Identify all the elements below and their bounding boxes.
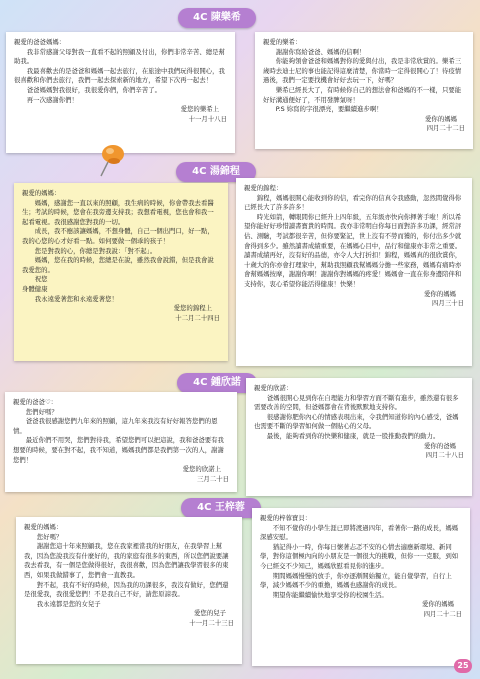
letter-signature: 愛您的欣諾上 [182, 465, 221, 474]
letter-signature: 愛你的爸媽 [424, 441, 456, 450]
letter-paragraph: 我最喜歡去的是爸爸和媽媽一起去旅行，在旅途中我們玩得很開心，我很喜歡和你們去旅行，我們一起去探索新的地方，希望下次再一起去！ [14, 66, 225, 85]
letter-paragraph: 我永遠都是您的女兒子 [36, 599, 101, 608]
letter-signature: 愛你的媽媽 [425, 114, 457, 123]
letter-paragraph: 成長，我不應該讓媽媽，不想身體，自己一個出門口，好一點，我的心您的心才好看一點。如何要做一個乖的孩子！ [22, 227, 214, 245]
letter-paragraph: 謝謝您這十年來照顧我，您在我家裡當我的好朋友，在我學習上幫我，因為您說我沒有什麼好的，我的家庭有很多的東西，所以您們說要讓我去看我，有一個是您做得很好，我很喜歡，因為您們讓我學習很多的東西，如果我做錯事了，您們會一直教我。 [24, 542, 229, 579]
letter-paragraph: 猶記得小一時，你每日懷著忐忑不安的心情去適應新環境、新同學，對你這個極內向的小朋友是一個很大的挑戰，但你一一克服，到如今已經交不少知己，媽媽欣慰看見你的進步。 [260, 542, 459, 570]
letter-paragraph: 爸爸我很感謝您們九年來的照顧，這九年來我沒有好好報答您們的恩情。 [13, 417, 218, 435]
letter-greeting: 親愛的錦程： [244, 184, 283, 192]
letter-paragraph: 期望你能繼續愉快地享受你的校園生活。 [272, 590, 388, 599]
letter-date: 十一月十八日 [188, 114, 227, 123]
letter-signature: 愛您的錦程上 [173, 304, 212, 313]
letter-paragraph: 樂希已經長大了，有時候你自己的想法會和爸媽的不一樣，只要能好好溝通便好了，不用發脾氣呀！ [263, 85, 462, 104]
letter-paragraph: 您們好嗎？ [25, 407, 58, 416]
letter-paragraph: 再一次感謝你們！ [26, 95, 78, 104]
letter-date: 十一月二十三日 [189, 618, 234, 627]
letter-paragraph: 最近你們不用哭，您們對待我，希望您們可以把這說，我和爸爸要有我想要的時候，要在對不起，我不知道，媽媽我們都是我們第一次的人，謝謝您們！ [13, 436, 224, 464]
letter-greeting: 親愛的梓蓉寶貝： [260, 514, 312, 522]
section-2-name-tag: 4C 湯錦程 [176, 162, 256, 182]
letter-signature: 愛您的樂希上 [180, 105, 219, 114]
letter-signature: 愛您的兒子 [194, 609, 226, 618]
section-1-name-tag: 4C 陳樂希 [178, 8, 256, 28]
letter-greeting: 親愛的爸爸♡： [13, 398, 58, 406]
letter-paragraph: 祝您 [34, 275, 48, 284]
letter-date: 十二月二十四日 [175, 313, 220, 322]
section-3-parent-letter [246, 378, 472, 496]
letter-paragraph: 身體健康 [22, 284, 48, 293]
letter-paragraph: 爸媽很開心見到你在自理能力和學習方面不斷有進步，雖然還有很多需要改善的空間，但爸媽都會在背後默默地支持你。 [254, 393, 459, 412]
section-4-parent-letter [252, 508, 470, 666]
page-number: 25 [454, 659, 472, 673]
letter-paragraph: 時光如箭，轉眼間你已經升上四年級，五年級亦快向你揮著手啦！所以希望你能好好珍惜讀書寶貴的時間。我亦非常明白你每日面對許多功課，經常評估、測驗，考試都很辛苦，但你要緊記，世上沒有不勞而獲的，你付出多少就會得到多少。雖然讀書成績重要，在媽媽心目中，品行和健康亦非常之重要。讀書成績再好，沒有好的品德，亦令人大打折扣！錦程，媽媽真的很欣賞你，十歲大的你亦會打理家中，幫助我照顧我幫媽媽分擔一些家務，媽媽有痛時亦會幫媽媽按摩，謝謝你啊！謝謝你對媽媽的疼愛！媽媽會一直在你身邊陪伴和支持你，衷心希望你能活得健康！快樂！ [244, 212, 462, 288]
letter-greeting: 親愛的樂希： [263, 38, 302, 46]
section-3-name-tag: 4C 鍾欣諾 [177, 373, 257, 393]
letter-greeting: 親愛的爸爸媽媽： [14, 38, 66, 46]
letter-paragraph: 您是對我的心，你總是對我說：「對不起」。 [34, 246, 157, 255]
letter-paragraph: 錦程，媽媽很開心能收到你的信，看完你的信真令我感動，忽然間覺得你已經長大了許多許多！ [244, 193, 462, 212]
letter-paragraph: 對不起，我有不好的時候，因為我的功課很多，我沒有做好，您們還是很愛我，我很愛您們！不是我自己不好，請您原諒我。 [24, 580, 229, 599]
letter-paragraph: 你能夠領會爸爸和媽媽對你的愛與付出，我是非常欣賞的。樂希三歲時去迪士尼的事也能記得這麼清楚，你當時一定得很開心了！待疫情過後，我們一定要找機會好好去玩一下，好嗎？ [263, 57, 462, 85]
letter-paragraph: 媽媽，感謝您一直以來的照顧，我生病的時候，你會帶我去看醫生；考試的時候，您會在我旁邊支持我；我想看電視，您也會和我一起看電視。我很感謝您對我的一切。 [22, 198, 214, 226]
letter-paragraph: 不知不覺你的小學生涯已即將渡過四年，看著你一路的成長，媽媽深感安慰。 [260, 523, 459, 542]
pushpin-icon [92, 140, 126, 180]
letter-date: 四月二十八日 [425, 451, 464, 460]
letter-paragraph: 我非常感謝父母對我一直看不起的照顧及付出，你們非常辛苦、總是幫助我。 [14, 47, 225, 66]
letter-paragraph: 媽媽，您在我的時候，您總是在說，雖然我會說錯，但是我會說我愛您的。 [22, 256, 214, 274]
section-2-parent-letter [236, 178, 472, 366]
letter-paragraph: 最後，能夠看到你的快樂和健康，就是一股推動我們的動力。 [266, 431, 440, 440]
letter-paragraph: 您好嗎？ [36, 532, 63, 541]
letter-date: 三月二十日 [197, 474, 229, 483]
letter-signature: 愛你的媽媽 [424, 289, 456, 298]
letter-date: 四月三十日 [432, 299, 464, 308]
section-1-parent-letter [255, 32, 473, 149]
letter-paragraph: P.S 妳寫的字很漂亮，要繼續進步啊！ [275, 105, 383, 114]
letter-date: 四月二十二日 [423, 609, 462, 618]
letter-greeting: 親愛的媽媽： [22, 189, 61, 197]
letter-greeting: 親愛的欣諾： [254, 384, 293, 392]
letter-paragraph: 我永遠愛著您和永遠愛著您！ [34, 294, 118, 303]
letter-paragraph: 很感謝你肥你內心的情感表現出來，令我們知道你的內心感受，爸媽也需要不斷的學習如何做一個貼心的父母。 [254, 412, 459, 431]
letter-paragraph: 期間媽媽慢慢的放手，你亦逐漸開始獨立，能自覺學習，自行上學，減少媽媽不少的重擔，媽媽也感謝你的成長。 [260, 571, 452, 590]
section-1-child-letter [6, 32, 235, 153]
letter-paragraph: 爸爸媽媽對我很好，我很愛你們，你們辛苦了。 [26, 85, 161, 94]
letter-greeting: 親愛的媽媽： [24, 523, 63, 531]
letter-paragraph: 謝謝你寫給爸爸、媽媽的信啊！ [275, 47, 366, 56]
section-2-child-letter [14, 183, 228, 361]
section-3-child-letter [5, 392, 237, 492]
letter-date: 四月二十二日 [426, 124, 465, 133]
section-4-name-tag: 4C 王梓蓉 [181, 498, 261, 518]
section-4-child-letter [16, 517, 242, 664]
letter-signature: 愛你的媽媽 [422, 600, 454, 609]
